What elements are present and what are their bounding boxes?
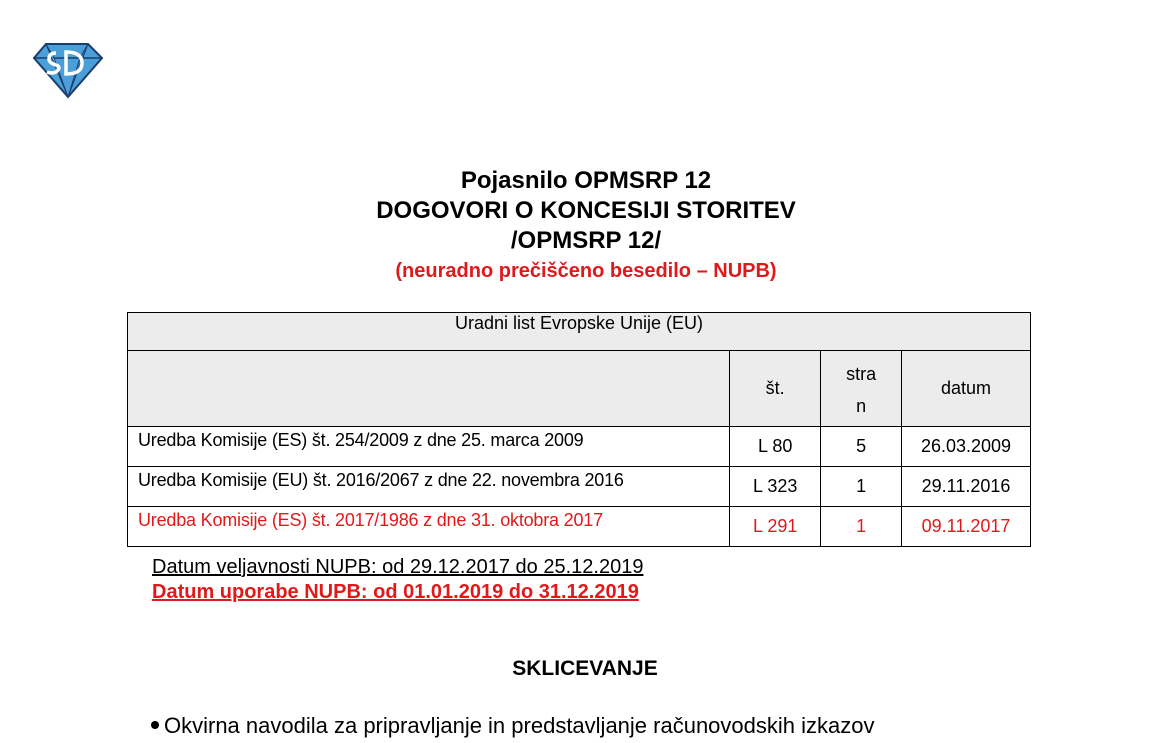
header-stran xyxy=(821,351,902,427)
title-line-1: Pojasnilo OPMSRP 12 xyxy=(460,167,712,194)
bullet-icon xyxy=(151,721,159,729)
section-heading: SKLICEVANJE xyxy=(512,657,658,680)
list-item-text: Okvirna navodila za pripravljanje in predstavljanje računovodskih izkazov xyxy=(164,713,875,738)
validity-block xyxy=(152,555,643,605)
header-datum: datum xyxy=(902,351,1031,427)
regulation-st: L 323 xyxy=(730,467,821,507)
application-date: Datum uporabe NUPB: od 01.01.2019 do 31.12.2019 xyxy=(152,581,639,603)
table-row xyxy=(128,467,1031,507)
regulation-name: Uredba Komisije (EU) št. 2016/2067 z dne 22. novembra 2016 xyxy=(128,467,730,507)
regulation-name: Uredba Komisije (ES) št. 2017/1986 z dne 31. oktobra 2017 xyxy=(128,507,730,547)
table-row xyxy=(128,427,1031,467)
title-subtitle: (neuradno prečiščeno besedilo – NUPB) xyxy=(395,260,777,282)
header-stran-line1: stra xyxy=(846,363,877,384)
regulation-name: Uredba Komisije (ES) št. 254/2009 z dne 25. marca 2009 xyxy=(128,427,730,467)
title-line-2: DOGOVORI O KONCESIJI STORITEV xyxy=(376,197,796,224)
table-caption-row xyxy=(128,313,1031,351)
header-stran-line2: n xyxy=(856,395,867,416)
regulation-stran: 1 xyxy=(821,507,902,547)
official-journal-table xyxy=(127,312,1031,547)
regulation-st: L 291 xyxy=(730,507,821,547)
validity-date: Datum veljavnosti NUPB: od 29.12.2017 do 25.12.2019 xyxy=(152,556,644,578)
title-line-3: /OPMSRP 12/ xyxy=(510,227,662,254)
regulation-stran: 5 xyxy=(821,427,902,467)
regulation-st: L 80 xyxy=(730,427,821,467)
regulation-datum: 26.03.2009 xyxy=(902,427,1031,467)
list-item xyxy=(151,713,874,739)
table-header-row xyxy=(128,351,1031,427)
regulation-stran: 1 xyxy=(821,467,902,507)
company-logo xyxy=(30,40,104,100)
table-row xyxy=(128,507,1031,547)
header-empty-cell xyxy=(128,351,730,427)
table-caption: Uradni list Evropske Unije (EU) xyxy=(128,313,1031,351)
regulation-datum: 29.11.2016 xyxy=(902,467,1031,507)
document-title-block xyxy=(0,166,1157,286)
header-st: št. xyxy=(730,351,821,427)
regulation-datum: 09.11.2017 xyxy=(902,507,1031,547)
